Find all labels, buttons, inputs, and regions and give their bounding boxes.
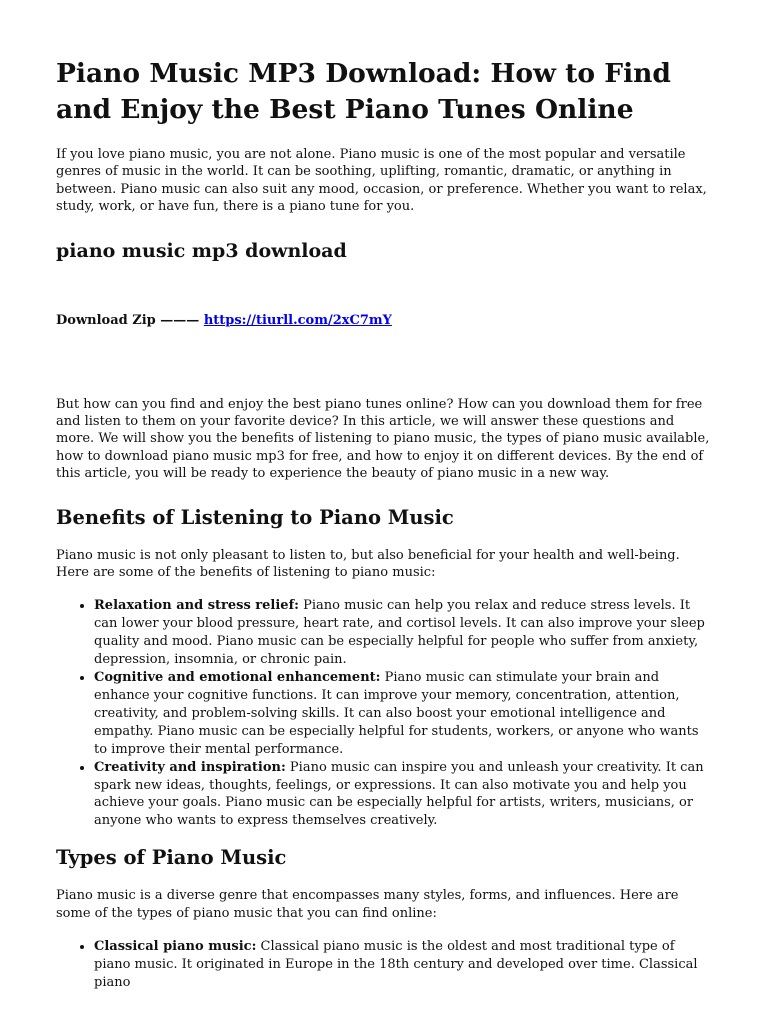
list-item-text: Piano music can help you relax and reduce stress levels. It can lower your blood pressure, heart rate, and cortisol levels. It can also improve your sleep quality and mood. Piano music can be especially helpful for people who suffer from anxiety, depression, insomnia, or chronic pain. [94,598,705,668]
types-lead: Piano music is a diverse genre that encompasses many styles, forms, and influences. Here are some of the types of piano music that you can find online: [56,888,679,921]
download-label: Download Zip ——— [56,312,204,328]
list-item-text: Piano music can stimulate your brain and enhance your cognitive functions. It can improve your memory, concentration, attention, creativity, and problem-solving skills. It can also boost your emotional intelligence and empathy. Piano music can be especially helpful for students, workers, or anyone who wants to improve their mental performance. [94,670,699,757]
types-list [56,938,714,992]
types-heading: Types of Piano Music [56,846,287,870]
keyword-heading: piano music mp3 download [56,239,347,262]
list-item [94,759,714,831]
list-item-term: Classical piano music: [94,939,257,955]
list-item [94,938,714,992]
overview-paragraph: But how can you find and enjoy the best piano tunes online? How can you download them for free and listen to them on your favorite device? In this article, we will answer these questions and more. We will show you the benefits of listening to piano music, the types of piano music available, how to download piano music mp3 for free, and how to enjoy it on different devices. By the end of this article, you will be ready to experience the beauty of piano music in a new way. [56,396,710,482]
benefits-lead: Piano music is not only pleasant to listen to, but also beneficial for your health and well-being. Here are some of the benefits of listening to piano music: [56,547,680,581]
download-line [56,312,714,329]
list-item [94,597,714,669]
list-item-text: Piano music can inspire you and unleash your creativity. It can spark new ideas, thoughts, feelings, or expressions. It can also motivate you and help you achieve your goals. Piano music can be especially helpful for artists, writers, musicians, or anyone who wants to express themselves creatively. [94,759,704,829]
benefits-heading: Benefits of Listening to Piano Music [56,505,454,529]
list-item-term: Cognitive and emotional enhancement: [94,670,381,686]
list-item-text: Classical piano music is the oldest and most traditional type of piano music. It originated in Europe in the 18th century and developed over time. Classical piano [94,939,698,990]
page-title: Piano Music MP3 Download: How to Find and Enjoy the Best Piano Tunes Online [56,58,671,125]
benefits-list [56,597,714,830]
intro-paragraph: If you love piano music, you are not alone. Piano music is one of the most popular and versatile genres of music in the world. It can be soothing, uplifting, romantic, dramatic, or anything in between. Piano music can also suit any mood, occasion, or preference. Whether you want to relax, study, work, or have fun, there is a piano tune for you. [56,147,707,215]
list-item-term: Creativity and inspiration: [94,759,286,775]
list-item-term: Relaxation and stress relief: [94,598,299,614]
download-link[interactable]: https://tiurll.com/2xC7mY [203,312,392,328]
list-item [94,669,714,759]
